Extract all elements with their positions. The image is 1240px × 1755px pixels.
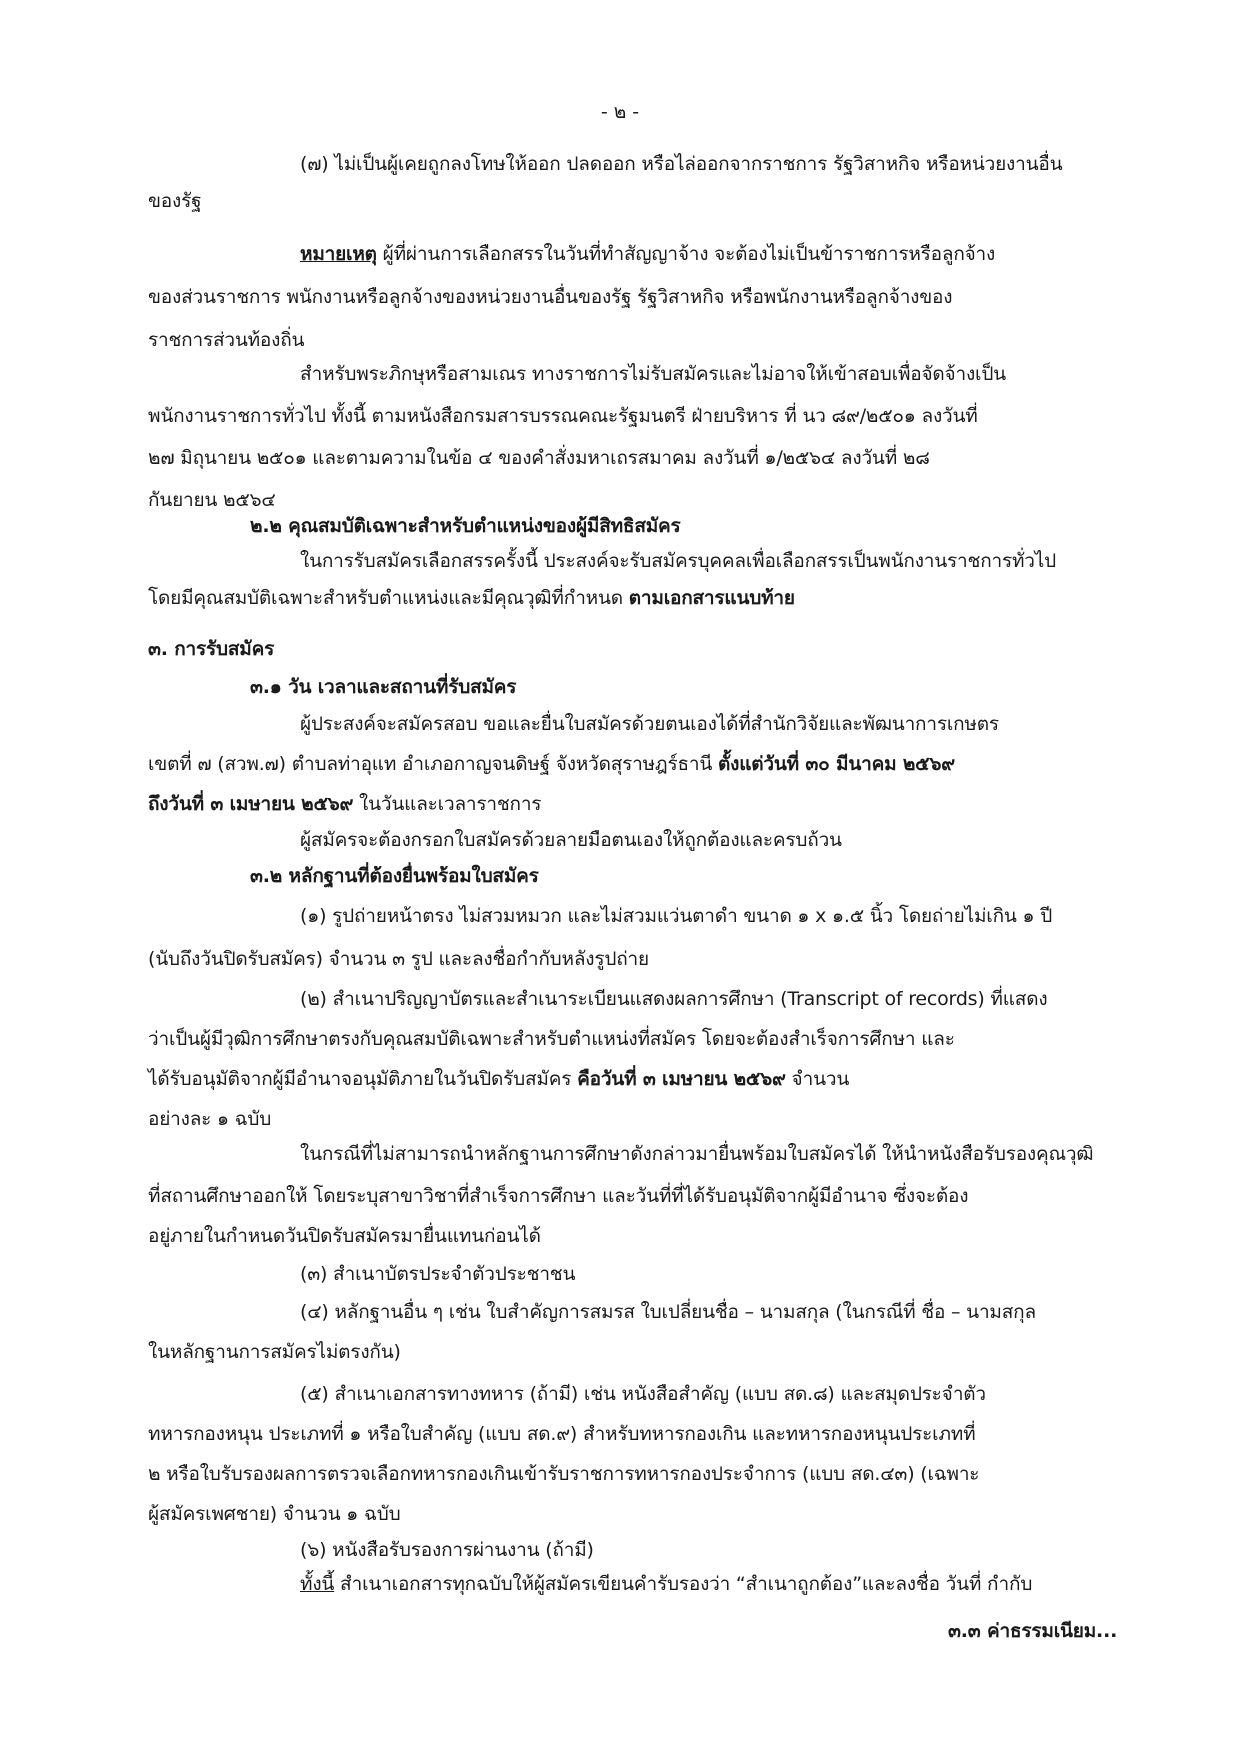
item5-line1: (๕) สำเนาเอกสารทางทหาร (ถ้ามี) เช่น หนังสือสำคัญ (แบบ สด.๘) และสมุดประจำตัว	[300, 1383, 986, 1405]
section-3-1-line4: ผู้สมัครจะต้องกรอกใบสมัครด้วยลายมือตนเองให้ถูกต้องและครบถ้วน	[300, 829, 842, 851]
item2-line1: (๒) สำเนาปริญญาบัตรและสำเนาระเบียนแสดงผลการศึกษา (Transcript of records) ที่แสดง	[300, 988, 1048, 1010]
item2-deadline: คือวันที่ ๓ เมษายน ๒๕๖๙	[577, 1068, 786, 1090]
section-3-heading: ๓. การรับสมัคร	[148, 638, 275, 660]
final-note-text: สำเนาเอกสารทุกฉบับให้ผู้สมัครเขียนคำรับรองว่า “สำเนาถูกต้อง”และลงชื่อ วันที่ กำกับ	[334, 1573, 1033, 1595]
section-2-2-line1: ในการรับสมัครเลือกสรรครั้งนี้ ประสงค์จะรับสมัครบุคคลเพื่อเลือกสรรเป็นพนักงานราชการทั่วไป	[300, 550, 1056, 572]
note-line3: ราชการส่วนท้องถิ่น	[148, 329, 305, 351]
alt-line1: ในกรณีที่ไม่สามารถนำหลักฐานการศึกษาดังกล่าวมายื่นพร้อมใบสมัครได้ ให้นำหนังสือรับรองคุณวุฒิ	[300, 1143, 1094, 1165]
item2-approval: ได้รับอนุมัติจากผู้มีอำนาจอนุมัติภายในวันปิดรับสมัคร	[148, 1068, 578, 1090]
continuation-marker: ๓.๓ ค่าธรรมเนียม...	[948, 1620, 1118, 1642]
page-number: - ๒ -	[600, 101, 640, 123]
item2-line2: ว่าเป็นผู้มีวุฒิการศึกษาตรงกับคุณสมบัติเฉพาะสำหรับตำแหน่งที่สมัคร โดยจะต้องสำเร็จการศึกษา และ	[148, 1028, 955, 1050]
item1-line2: (นับถึงวันปิดรับสมัคร) จำนวน ๓ รูป และลงชื่อกำกับหลังรูปถ่าย	[148, 948, 649, 970]
section-2-2-line2	[148, 584, 795, 612]
section-2-2-attachment-ref: ตามเอกสารแนบท้าย	[628, 587, 795, 609]
section-3-1-hours: ในวันและเวลาราชการ	[353, 793, 542, 815]
item2-line3	[148, 1065, 849, 1093]
section-3-2-heading: ๓.๒ หลักฐานที่ต้องยื่นพร้อมใบสมัคร	[250, 865, 539, 887]
item6: (๖) หนังสือรับรองการผ่านงาน (ถ้ามี)	[300, 1539, 594, 1561]
section-3-1-line2	[148, 750, 955, 778]
alt-line2: ที่สถานศึกษาออกให้ โดยระบุสาขาวิชาที่สำเร็จการศึกษา และวันที่ที่ได้รับอนุมัติจากผู้มีอำนาจ ซึ่งจะต้อง	[148, 1185, 969, 1207]
section-3-1-line3	[148, 790, 541, 818]
final-note-label: ทั้งนี้	[300, 1573, 335, 1595]
monk-line4: กันยายน ๒๕๖๔	[148, 489, 276, 511]
section-3-1-location: เขตที่ ๗ (สวพ.๗) ตำบลท่าอุแท อำเภอกาญจนดิษฐ์ จังหวัดสุราษฎร์ธานี	[148, 753, 718, 775]
monk-line3: ๒๗ มิถุนายน ๒๕๐๑ และตามความในข้อ ๔ ของคำสั่งมหาเถรสมาคม ลงวันที่ ๑/๒๕๖๔ ลงวันที่ ๒๘	[148, 447, 930, 469]
note-line1	[300, 240, 995, 268]
section-3-1-end-date: ถึงวันที่ ๓ เมษายน ๒๕๖๙	[148, 793, 354, 815]
alt-line3: อยู่ภายในกำหนดวันปิดรับสมัครมายื่นแทนก่อนได้	[148, 1225, 541, 1247]
section-3-1-line1: ผู้ประสงค์จะสมัครสอบ ขอและยื่นใบสมัครด้วยตนเองได้ที่สำนักวิจัยและพัฒนาการเกษตร	[300, 713, 999, 735]
item7-line2: ของรัฐ	[148, 190, 202, 212]
note-text: ผู้ที่ผ่านการเลือกสรรในวันที่ทำสัญญาจ้าง จะต้องไม่เป็นข้าราชการหรือลูกจ้าง	[376, 243, 996, 265]
item1-line1: (๑) รูปถ่ายหน้าตรง ไม่สวมหมวก และไม่สวมแว่นตาดำ ขนาด ๑ x ๑.๕ นิ้ว โดยถ่ายไม่เกิน ๑ ปี	[300, 905, 1053, 927]
item2-line4: อย่างละ ๑ ฉบับ	[148, 1108, 272, 1130]
final-note	[300, 1570, 1032, 1598]
item4-line2: ในหลักฐานการสมัครไม่ตรงกัน)	[148, 1341, 401, 1363]
item2-quantity-label: จำนวน	[785, 1068, 850, 1090]
item5-line4: ผู้สมัครเพศชาย) จำนวน ๑ ฉบับ	[148, 1503, 401, 1525]
item3: (๓) สำเนาบัตรประจำตัวประชาชน	[300, 1263, 576, 1285]
section-2-2-heading: ๒.๒ คุณสมบัติเฉพาะสำหรับตำแหน่งของผู้มีสิทธิสมัคร	[250, 515, 681, 537]
item4-line1: (๔) หลักฐานอื่น ๆ เช่น ใบสำคัญการสมรส ใบเปลี่ยนชื่อ – นามสกุล (ในกรณีที่ ชื่อ – นามสกุล	[300, 1301, 1036, 1323]
item5-line2: ทหารกองหนุน ประเภทที่ ๑ หรือใบสำคัญ (แบบ สด.๙) สำหรับทหารกองเกิน และทหารกองหนุนประเภทที่	[148, 1423, 976, 1445]
section-3-1-heading: ๓.๑ วัน เวลาและสถานที่รับสมัคร	[250, 676, 517, 698]
item5-line3: ๒ หรือใบรับรองผลการตรวจเลือกทหารกองเกินเข้ารับราชการทหารกองประจำการ (แบบ สด.๔๓) (เฉพาะ	[148, 1463, 980, 1485]
note-line2: ของส่วนราชการ พนักงานหรือลูกจ้างของหน่วยงานอื่นของรัฐ รัฐวิสาหกิจ หรือพนักงานหรือลูกจ้างของ	[148, 286, 953, 308]
item7-line1: (๗) ไม่เป็นผู้เคยถูกลงโทษให้ออก ปลดออก หรือไล่ออกจากราชการ รัฐวิสาหกิจ หรือหน่วยงานอื่น	[300, 153, 1063, 175]
monk-line1: สำหรับพระภิกษุหรือสามเณร ทางราชการไม่รับสมัครและไม่อาจให้เข้าสอบเพื่อจัดจ้างเป็น	[300, 363, 1006, 385]
note-label: หมายเหตุ	[300, 243, 377, 265]
section-3-1-start-date: ตั้งแต่วันที่ ๓๐ มีนาคม ๒๕๖๙	[718, 753, 955, 775]
section-2-2-text: โดยมีคุณสมบัติเฉพาะสำหรับตำแหน่งและมีคุณวุฒิที่กำหนด	[148, 587, 629, 609]
monk-line2: พนักงานราชการทั่วไป ทั้งนี้ ตามหนังสือกรมสารบรรณคณะรัฐมนตรี ฝ่ายบริหาร ที่ นว ๘๙/๒๕๐๑ ลงวันที่	[148, 405, 978, 427]
